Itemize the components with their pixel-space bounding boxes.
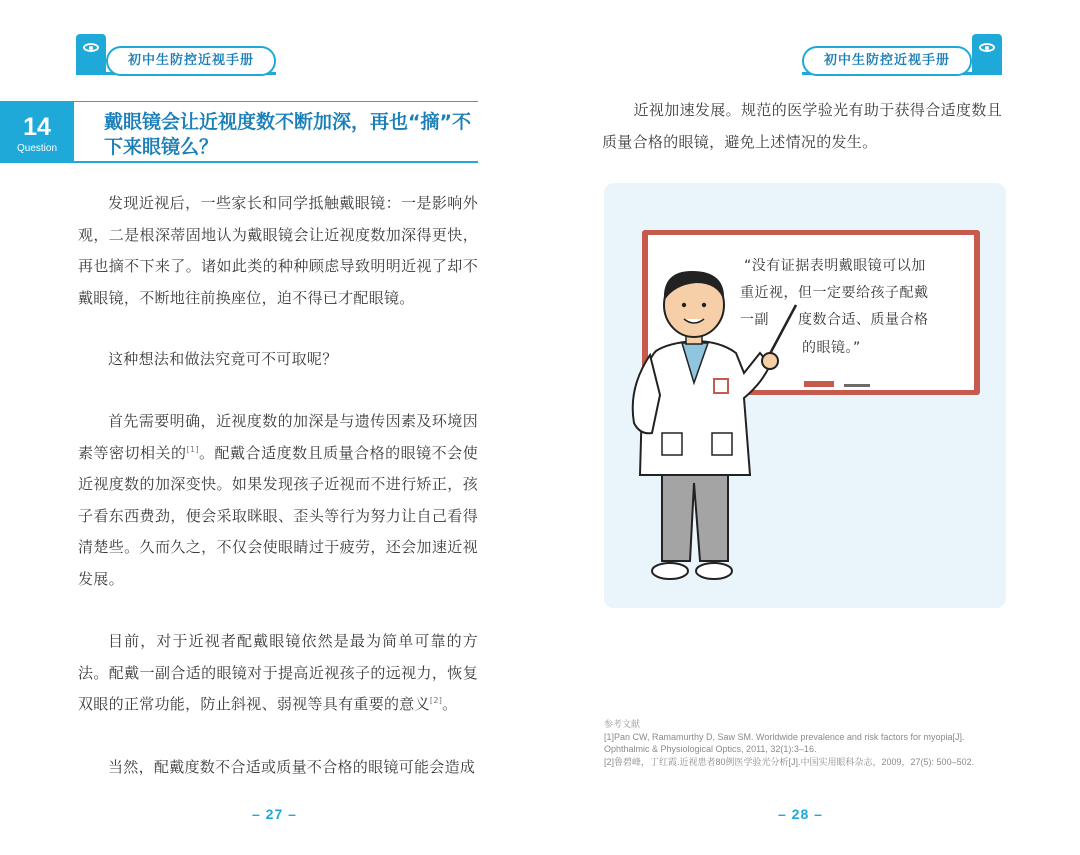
citation-2: [2]: [429, 696, 443, 705]
page-number-left: – 27 –: [252, 806, 297, 822]
doctor-hand: [762, 353, 778, 369]
page-number-right: – 28 –: [778, 806, 823, 822]
right-page: [540, 0, 1080, 855]
doctor-drawing: [604, 183, 1006, 608]
paragraph-4-part-b: 。: [442, 695, 458, 713]
eye-icon: [83, 43, 99, 52]
doctor-shoe-right: [696, 563, 732, 579]
references-title: 参考文献: [604, 719, 641, 729]
quote-line-3: 一副 度数合适、质量合格: [740, 312, 929, 328]
whiteboard-marker: [844, 384, 870, 387]
reference-2: [2]鲁碧峰，丁红霞.近视患者80例医学验光分析[J].中国实用眼科杂志，2009，27(5): 500–502.: [604, 756, 975, 767]
quote-line-1: “没有证据表明戴眼镜可以加: [744, 258, 926, 274]
paragraph-1: 发现近视后，一些家长和同学抵触戴眼镜：一是影响外观，二是根深蒂固地认为戴眼镜会让近视度数加深得更快，再也摘不下来了。诸如此类的种种顾虑导致明明近视了却不戴眼镜，不断地往前换座位，迫不得已才配眼镜。: [78, 194, 478, 307]
question-badge: [0, 101, 74, 163]
whiteboard-eraser: [804, 381, 834, 387]
header-ribbon-right: [540, 34, 1080, 76]
question-label: Question: [16, 143, 58, 154]
book-icon: [76, 34, 106, 74]
book-title: 初中生防控近视手册: [106, 46, 276, 76]
references: [604, 718, 1006, 768]
reference-1: [1]Pan CW, Ramamurthy D, Saw SM. Worldwide prevalence and risk factors for myopia[J]. Ophthalmic & Physiological Optics, 2011, 32(1):3–16.: [604, 731, 965, 754]
book-title-right: 初中生防控近视手册: [802, 46, 972, 76]
quote-line-2: 重近视，但一定要给孩子配戴: [740, 285, 929, 301]
book-icon-right: [972, 34, 1002, 74]
paragraph-5: 当然，配戴度数不合适或质量不合格的眼镜可能会造成: [108, 758, 476, 776]
eye-icon: [979, 43, 995, 52]
question-number: 14: [23, 113, 51, 141]
doctor-illustration: [604, 183, 1006, 608]
citation-1: [1]: [186, 444, 199, 454]
header-ribbon: [0, 34, 300, 76]
doctor-eye-left: [682, 303, 686, 307]
paragraph-3: [78, 406, 478, 595]
question-title-bar: [74, 101, 478, 163]
quote-line-4: 的眼镜。”: [802, 340, 861, 356]
paragraph-2: 这种想法和做法究竟可不可取呢？: [108, 350, 338, 368]
doctor-badge: [714, 379, 728, 393]
doctor-eye-right: [702, 303, 706, 307]
paragraph-3-part-b: 。配戴合适度数且质量合格的眼镜不会使近视度数的加深变快。如果发现孩子近视而不进行矫正，孩子看东西费劲，便会采取眯眼、歪头等行为努力让自己看得清楚些。久而久之，不仅会使眼睛过于疲劳，还会加速近视发展。: [78, 443, 478, 588]
question-title: 戴眼镜会让近视度数不断加深，再也“摘”不下来眼镜么？: [104, 111, 471, 158]
paragraph-3-part-a: 首先需要明确，近视度数的加深是与遗传因素及环境因素等密切相关的: [78, 412, 478, 462]
paragraph-continued: 近视加速发展。规范的医学验光有助于获得合适度数且质量合格的眼镜，避免上述情况的发生。: [602, 101, 1002, 151]
paragraph-4-part-a: 目前，对于近视者配戴眼镜依然是最为简单可靠的方法。配戴一副合适的眼镜对于提高近视孩子的远视力，恢复双眼的正常功能，防止斜视、弱视等具有重要的意义: [78, 632, 478, 713]
doctor-shoe-left: [652, 563, 688, 579]
paragraph-4: [78, 626, 478, 721]
doctor-pants: [662, 473, 728, 561]
